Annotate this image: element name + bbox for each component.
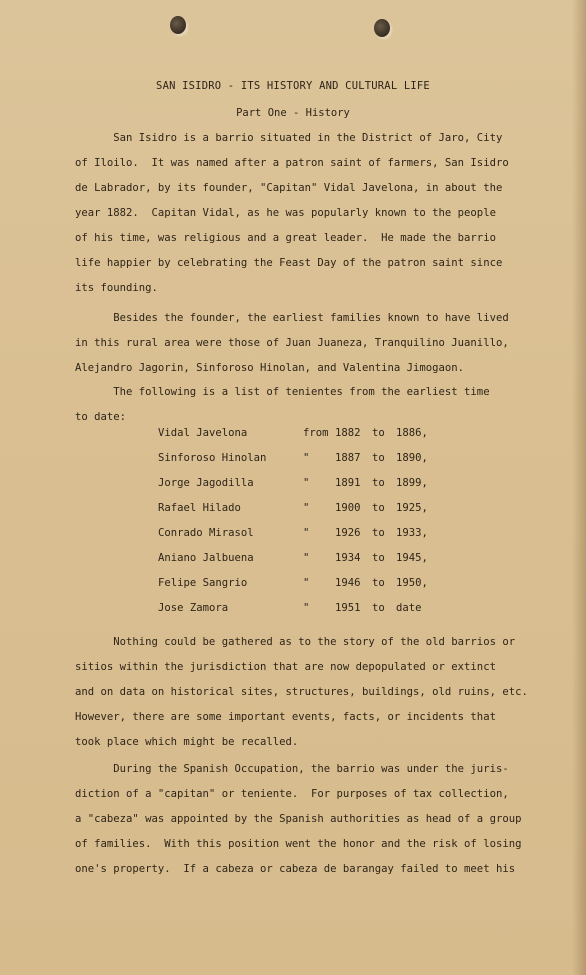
teniente-start-year: 1900 [335, 502, 361, 514]
list-item [0, 427, 586, 452]
teniente-start-year: 1891 [335, 477, 361, 489]
teniente-start-year: 1882 [335, 427, 361, 439]
teniente-start-year: 1946 [335, 577, 361, 589]
teniente-name: Vidal Javelona [158, 427, 248, 439]
teniente-end-year: 1899, [396, 477, 428, 489]
teniente-name: Rafael Hilado [158, 502, 241, 514]
teniente-from: from [303, 427, 329, 439]
punch-hole [374, 19, 390, 37]
teniente-end-year: date [396, 602, 422, 614]
teniente-to: to [372, 477, 385, 489]
teniente-name: Aniano Jalbuena [158, 552, 254, 564]
teniente-end-year: 1886, [396, 427, 428, 439]
teniente-to: to [372, 527, 385, 539]
teniente-name: Sinforoso Hinolan [158, 452, 267, 464]
list-item [0, 602, 586, 627]
teniente-start-year: 1951 [335, 602, 361, 614]
teniente-start-year: 1926 [335, 527, 361, 539]
teniente-start-year: 1934 [335, 552, 361, 564]
teniente-end-year: 1925, [396, 502, 428, 514]
teniente-from: " [303, 452, 310, 464]
teniente-from: " [303, 602, 310, 614]
teniente-from: " [303, 577, 310, 589]
list-item [0, 477, 586, 502]
teniente-to: to [372, 577, 385, 589]
list-item [0, 502, 586, 527]
list-item [0, 527, 586, 552]
document-subtitle: Part One - History [236, 107, 350, 119]
teniente-name: Jose Zamora [158, 602, 229, 614]
list-item [0, 577, 586, 602]
teniente-to: to [372, 602, 385, 614]
teniente-name: Felipe Sangrio [158, 577, 248, 589]
teniente-from: " [303, 527, 310, 539]
paragraph-historical-data: Nothing could be gathered as to the story of the old barrios or sitios within the jurisdiction that are now depopulated or extinct and on data on historical sites, structures, buildings, old ruins, etc. However, there are some important events, facts, or incidents that took place which might be recalled. [75, 636, 528, 748]
paragraph-spanish-occupation: During the Spanish Occupation, the barrio was under the juris- diction of a "capitan" or teniente. For purposes of tax collection, a "cabeza" was appointed by the Spanish authorities as head of a group of families. With this position went the honor and the risk of losing one's property. If a cabeza or cabeza de barangay failed to meet his [75, 763, 522, 875]
list-item [0, 552, 586, 577]
teniente-to: to [372, 427, 385, 439]
document-title: SAN ISIDRO - ITS HISTORY AND CULTURAL LIFE [156, 80, 430, 92]
teniente-end-year: 1950, [396, 577, 428, 589]
paragraph-founding: San Isidro is a barrio situated in the District of Jaro, City of Iloilo. It was named after a patron saint of farmers, San Isidro de Labrador, by its founder, "Capitan" Vidal Javelona, in about the year 1882. Capitan Vidal, as he was popularly known to the people of his time, was religious and a great leader. He made the barrio life happier by celebrating the Feast Day of the patron saint since its founding. [75, 132, 509, 294]
teniente-name: Jorge Jagodilla [158, 477, 254, 489]
teniente-from: " [303, 502, 310, 514]
teniente-from: " [303, 552, 310, 564]
teniente-end-year: 1945, [396, 552, 428, 564]
teniente-from: " [303, 477, 310, 489]
teniente-end-year: 1890, [396, 452, 428, 464]
teniente-end-year: 1933, [396, 527, 428, 539]
teniente-to: to [372, 552, 385, 564]
list-item [0, 452, 586, 477]
teniente-name: Conrado Mirasol [158, 527, 254, 539]
teniente-to: to [372, 502, 385, 514]
teniente-to: to [372, 452, 385, 464]
paragraph-earliest-families: Besides the founder, the earliest families known to have lived in this rural area were those of Juan Juaneza, Tranquilino Juanillo, Alejandro Jagorin, Sinforoso Hinolan, and Valentina Jimogaon. [75, 312, 509, 374]
teniente-start-year: 1887 [335, 452, 361, 464]
punch-hole [170, 16, 186, 34]
paragraph-tenientes-intro: The following is a list of tenientes from the earliest time to date: [75, 386, 490, 423]
